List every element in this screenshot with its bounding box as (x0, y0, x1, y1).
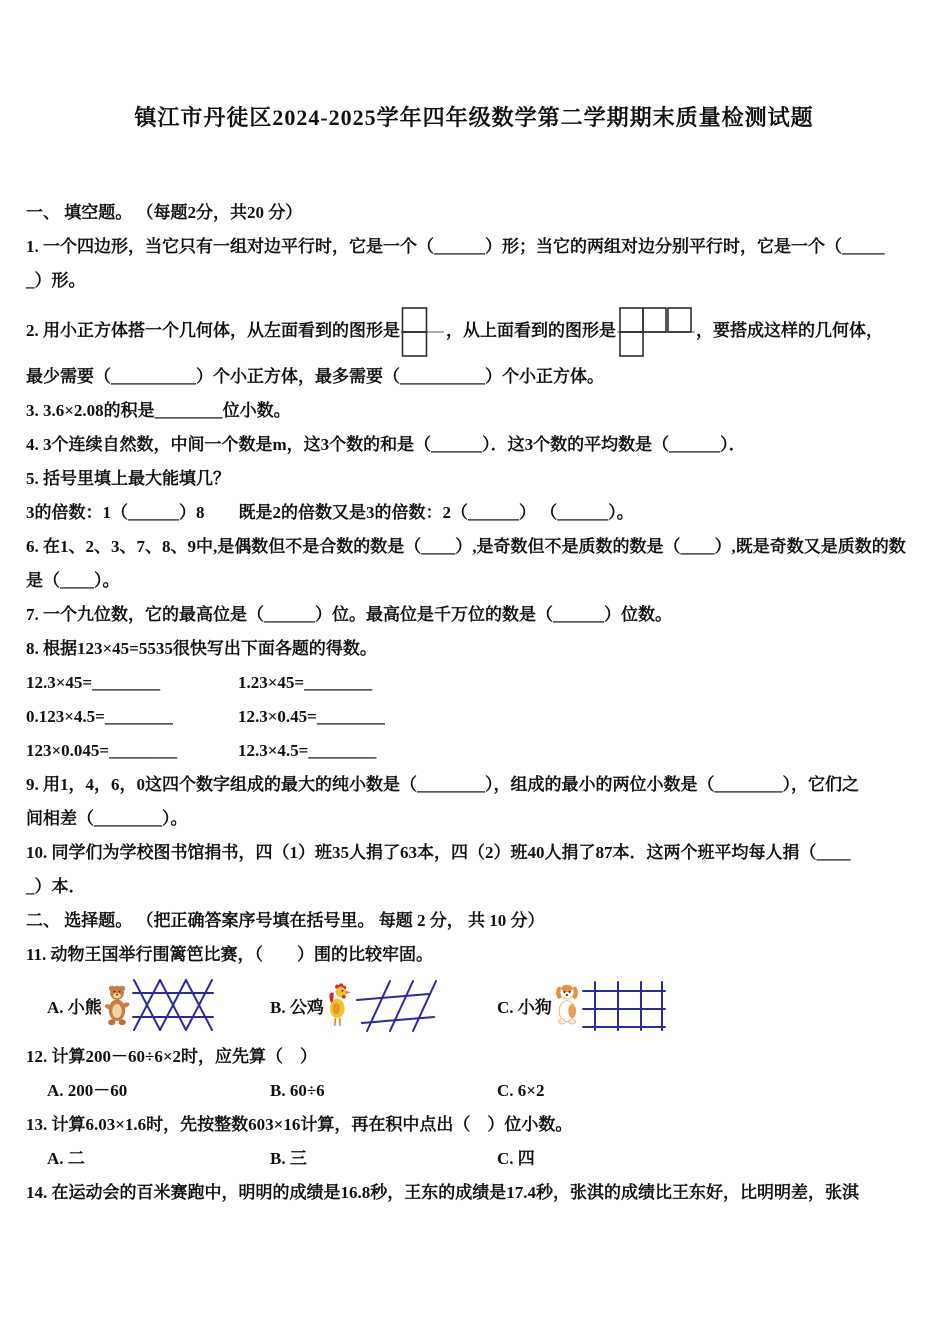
q8-eq-2: 1.23×45=________ (238, 673, 373, 692)
q8-row3 (26, 734, 922, 768)
q13-options-row (26, 1142, 922, 1176)
q13-option-c: C. 四 (497, 1149, 535, 1168)
q13-line: 13. 计算6.03×1.6时，先按整数603×16计算，再在积中点出（ ）位小数。 (26, 1115, 573, 1134)
q13-option-b: B. 三 (270, 1149, 307, 1168)
q12-line: 12. 计算200－60÷6×2时，应先算（ ） (26, 1047, 318, 1066)
bear-icon (104, 982, 130, 1028)
q9-line2: 间相差（________）。 (26, 809, 188, 828)
q6-line2: 是（____）。 (26, 571, 120, 590)
q12-option-b: B. 60÷6 (270, 1081, 325, 1100)
slanted-parallelogram-fence (353, 978, 437, 1032)
q2-text-3: ，要搭成这样的几何体， (696, 320, 883, 340)
q7-line: 7. 一个九位数，它的最高位是（______）位。最高位是千万位的数是（______）位数。 (26, 605, 672, 624)
triangle-lattice-fence (131, 978, 215, 1032)
q11-option-b (270, 978, 497, 1032)
q8-eq-6: 12.3×4.5=________ (238, 741, 377, 760)
q10-line2: _）本． (26, 877, 86, 896)
rooster-icon (326, 981, 352, 1029)
q14-line: 14. 在运动会的百米赛跑中，明明的成绩是16.8秒，王东的成绩是17.4秒，张淇的成绩比王东好，比明明差，张淇 (26, 1183, 859, 1202)
q13-option-a: A. 二 (47, 1149, 85, 1168)
q11-option-c-label: C. 小狗 (497, 997, 552, 1017)
q1-line2: _）形。 (26, 271, 86, 290)
page-title: 镇江市丹徒区2024-2025学年四年级数学第二学期期末质量检测试题 (134, 105, 814, 130)
q11-option-a-label: A. 小熊 (47, 997, 102, 1017)
q12-options-row (26, 1074, 922, 1108)
q6-line1: 6. 在1、2、3、7、8、9中,是偶数但不是合数的数是（____）,是奇数但不是质数的数是（____）,既是奇数又是质数的数 (26, 537, 906, 556)
q4-line: 4. 3个连续自然数，中间一个数是m，这3个数的和是（______）．这3个数的平均数是（______）． (26, 435, 746, 454)
q2-text-1: 2. 用小正方体搭一个几何体，从左面看到的图形是 (26, 320, 400, 340)
q2-line2: 最少需要（__________）个小正方体，最多需要（__________）个小正方体。 (26, 367, 604, 386)
q8-row1 (26, 666, 922, 700)
q12-option-c: C. 6×2 (497, 1081, 545, 1100)
q8-eq-3: 0.123×4.5=________ (26, 707, 173, 726)
q11-options-row (26, 978, 922, 1032)
q2-text-2: ，从上面看到的图形是 (446, 320, 616, 340)
top-view-figure (617, 306, 695, 358)
section2-heading: 二、 选择题。 （把正确答案序号填在括号里。 每题 2 分， 共 10 分） (26, 911, 545, 930)
left-view-figure (401, 306, 445, 358)
q8-intro: 8. 根据123×45=5535很快写出下面各题的得数。 (26, 639, 377, 658)
q3-line: 3. 3.6×2.08的积是________位小数。 (26, 401, 291, 420)
q8-eq-1: 12.3×45=________ (26, 673, 161, 692)
q5-line1: 5. 括号里填上最大能填几？ (26, 469, 230, 488)
q8-row2 (26, 700, 922, 734)
q1-line1: 1. 一个四边形，当它只有一组对边平行时，它是一个（______）形；当它的两组对边分别平行时，它是一个（_____ (26, 237, 885, 256)
dog-icon (554, 981, 580, 1029)
q10-line1: 10. 同学们为学校图书馆捐书，四（1）班35人捐了63本，四（2）班40人捐了87本．这两个班平均每人捐（____ (26, 843, 851, 862)
q9-line1: 9. 用1，4，6，0这四个数字组成的最大的纯小数是（________），组成的最小的两位小数是（________），它们之 (26, 775, 859, 794)
q12-option-a: A. 200－60 (47, 1081, 128, 1100)
q11-option-b-label: B. 公鸡 (270, 997, 324, 1017)
q8-eq-4: 12.3×0.45=________ (238, 707, 385, 726)
rectangular-grid-fence (581, 978, 669, 1032)
q11-line: 11. 动物王国举行围篱笆比赛，（ ）围的比较牢固。 (26, 945, 434, 964)
q8-eq-5: 123×0.045=________ (26, 741, 178, 760)
q11-option-a (47, 978, 270, 1032)
q5-line2: 3的倍数：1（______）8 既是2的倍数又是3的倍数：2（______） （______）。 (26, 503, 634, 522)
q2-line1 (26, 306, 922, 358)
q11-option-c (497, 978, 669, 1032)
section1-heading: 一、 填空题。 （每题2分，共20 分） (26, 203, 303, 222)
